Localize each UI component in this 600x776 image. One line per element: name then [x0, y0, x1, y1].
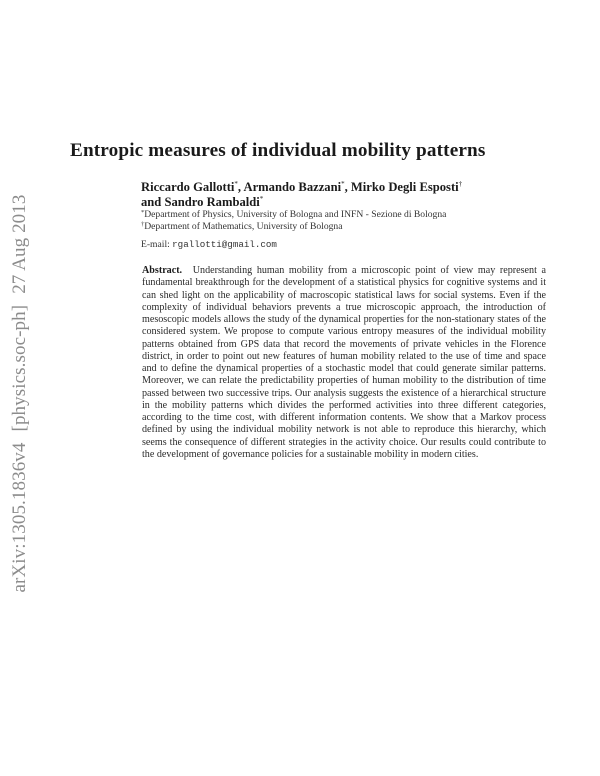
affiliation-mark: *	[259, 195, 264, 203]
author-name: Mirko Degli Esposti	[350, 180, 459, 194]
affiliation-mark: †	[141, 221, 145, 228]
author-separator: ,	[237, 180, 244, 194]
affiliation-mark: *	[141, 209, 145, 216]
author-separator: ,	[344, 180, 351, 194]
arxiv-date: 27 Aug 2013	[9, 194, 30, 294]
arxiv-stamp	[9, 184, 31, 593]
affiliation	[141, 221, 551, 232]
affiliation	[141, 209, 551, 220]
author-conjunction: and	[141, 195, 165, 209]
contact-email	[141, 239, 277, 250]
affiliation-mark: *	[234, 180, 238, 188]
abstract	[142, 265, 546, 461]
arxiv-category: [physics.soc-ph]	[9, 304, 30, 432]
affiliation-mark: †	[458, 180, 463, 188]
paper-title: Entropic measures of individual mobility patterns	[70, 140, 486, 161]
arxiv-identifier: arXiv:1305.1836v4	[9, 442, 30, 593]
author-name: Sandro Rambaldi	[164, 195, 260, 209]
abstract-label: Abstract.	[142, 265, 183, 276]
affiliation-mark: *	[341, 180, 345, 188]
email-label: E-mail:	[141, 239, 173, 250]
affiliation-text: Department of Physics, University of Bologna and INFN - Sezione di Bologna	[144, 209, 447, 220]
author-name: Armando Bazzani	[243, 180, 342, 194]
email-address[interactable]: rgallotti@gmail.com	[172, 239, 277, 250]
abstract-text: Understanding human mobility from a microscopic point of view may represent a fundamental breakthrough for the development of a statistical physics for cognitive systems and it can shed light on the applicability of macroscopic statistical laws for social systems. Even if the complexity of individual behaviors prevents a true microscopic approach, the introduction of mesoscopic models allows the study of the dynamical properties for the non-stationary states of the considered system. We propose to compute various entropy measures of the individual mobility patterns obtained from GPS data that record the movements of private vehicles in the Florence district, in order to point out new features of human mobility related to the use of time and space and to define the dynamical properties of a stochastic model that could generate similar patterns. Moreover, we can relate the predictability properties of human mobility to the distribution of time passed between two successive trips. Our analysis suggests the existence of a hierarchical structure in the mobility patterns which divides the performed activities into three different categories, according to the time cost, with different information contents. We show that a Markov process defined by using the individual mobility network is not able to reproduce this hierarchy, which seems the consequence of different strategies in the activity choice. Our results could contribute to the development of governance policies for a sustainable mobility in modern cities.	[142, 265, 546, 460]
author-list	[141, 180, 551, 210]
author-name: Riccardo Gallotti	[141, 180, 235, 194]
affiliation-text: Department of Mathematics, University of Bologna	[144, 221, 343, 232]
